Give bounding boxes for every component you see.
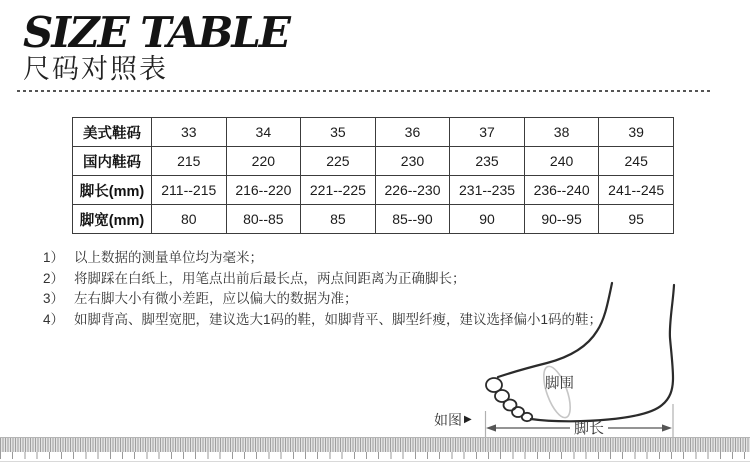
row-header-cell: 国内鞋码 [73,147,152,176]
foot-outline-icon [486,283,674,421]
value-cell: 231--235 [450,176,525,205]
value-cell: 80--85 [226,205,301,234]
toes-icon [486,378,532,421]
note-number: 4） [43,311,65,327]
row-header-cell: 脚长(mm) [73,176,152,205]
table-row [73,118,674,147]
row-header-cell: 美式鞋码 [73,118,152,147]
value-cell: 241--245 [599,176,674,205]
as-shown-label: 如图 [434,412,462,428]
as-shown-caption [434,410,472,430]
note-number: 2） [43,270,65,286]
value-cell: 221--225 [301,176,376,205]
value-cell: 95 [599,205,674,234]
ruler-graphic [0,437,750,459]
bottom-divider [0,461,750,462]
value-cell: 33 [152,118,227,147]
page-header [23,8,289,84]
ruler-cm-ticks [0,452,750,459]
value-cell: 85--90 [375,205,450,234]
note-text: 将脚踩在白纸上，用笔点出前后最长点，两点间距离为正确脚长； [74,270,466,286]
note-text: 左右脚大小有微小差距，应以偏大的数据为准； [74,291,358,307]
title-chinese: 尺码对照表 [23,54,168,84]
value-cell: 215 [152,147,227,176]
value-cell: 34 [226,118,301,147]
value-cell: 90 [450,205,525,234]
size-table [72,117,674,234]
foot-diagram [430,278,750,440]
value-cell: 225 [301,147,376,176]
foot-girth-line [538,363,575,421]
value-cell: 85 [301,205,376,234]
pointer-right-icon: ▶ [464,414,472,425]
note-item [43,248,663,269]
value-cell: 90--95 [524,205,599,234]
value-cell: 230 [375,147,450,176]
table-row [73,205,674,234]
value-cell: 35 [301,118,376,147]
value-cell: 220 [226,147,301,176]
note-text: 以上数据的测量单位均为毫米； [74,250,263,265]
note-text: 如脚背高、脚型宽肥，建议选大1码的鞋，如脚背平、脚型纤瘦，建议选择偏小1码的鞋； [74,311,603,327]
title-english: SIZE TABLE [23,8,289,57]
value-cell: 80 [152,205,227,234]
value-cell: 216--220 [226,176,301,205]
value-cell: 245 [599,147,674,176]
ruler-mm-ticks [0,437,750,452]
value-cell: 38 [524,118,599,147]
value-cell: 235 [450,147,525,176]
value-cell: 37 [450,118,525,147]
row-header-cell: 脚宽(mm) [73,205,152,234]
value-cell: 226--230 [375,176,450,205]
value-cell: 211--215 [152,176,227,205]
note-number: 1） [43,250,65,265]
table-row [73,147,674,176]
table-row [73,176,674,205]
girth-label: 脚围 [545,376,574,392]
note-number: 3） [43,291,65,307]
length-label: 脚长 [574,420,605,437]
value-cell: 39 [599,118,674,147]
dashed-divider [17,90,713,92]
value-cell: 240 [524,147,599,176]
size-table-body [73,118,674,234]
value-cell: 36 [375,118,450,147]
value-cell: 236--240 [524,176,599,205]
